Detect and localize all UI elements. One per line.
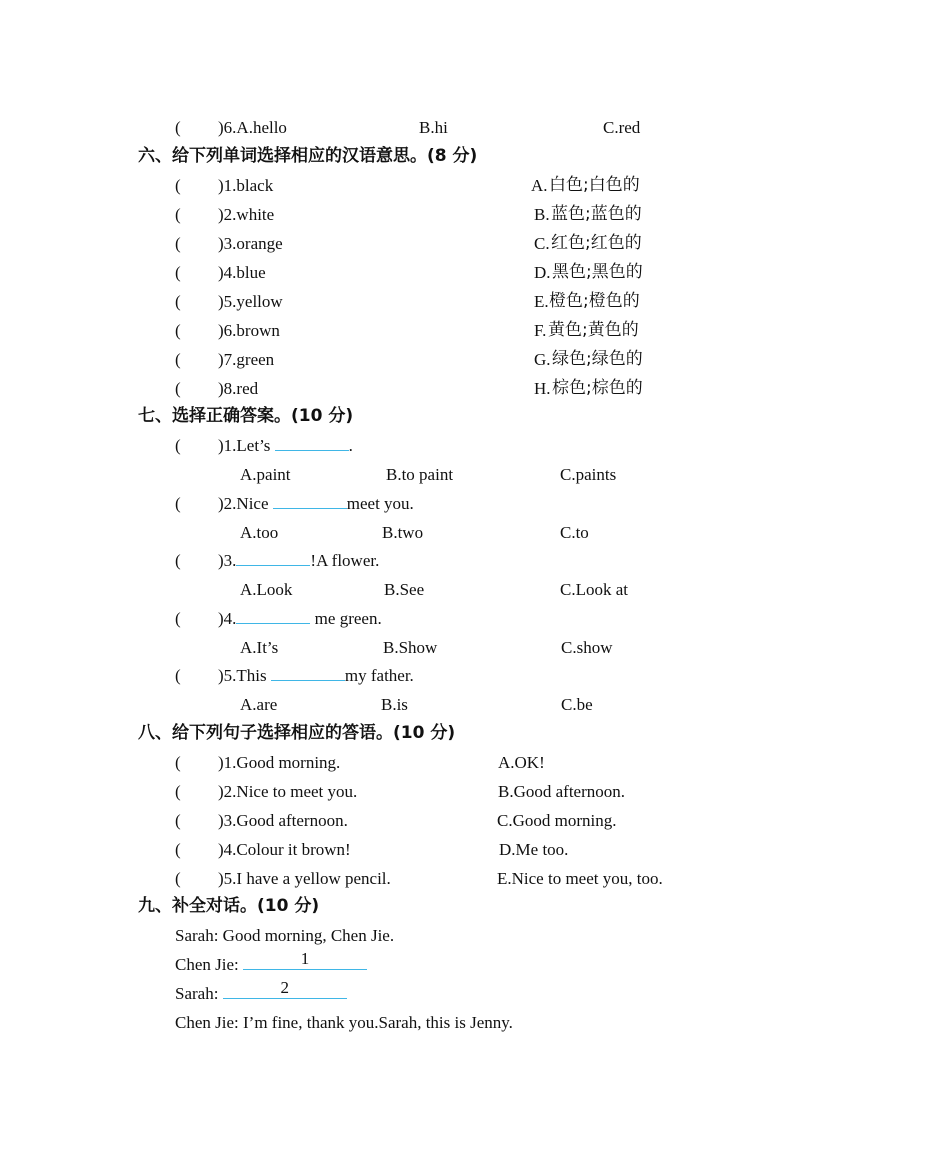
answer-paren: ( [175, 379, 181, 398]
dialogue-blank-2[interactable] [223, 980, 347, 999]
option-b: B.See [384, 580, 425, 599]
answer-paren: ( [175, 494, 181, 513]
dialogue-line [0, 921, 950, 950]
answer-blank[interactable] [236, 605, 310, 624]
option-c: C.show [561, 638, 613, 657]
option-b: B.to paint [386, 465, 454, 484]
answer-paren: ( [175, 234, 181, 253]
answer-paren: ( [175, 782, 181, 801]
question-text [218, 431, 353, 460]
options-row [0, 575, 950, 604]
response-option: E.Nice to meet you, too. [497, 869, 663, 888]
response-option: D.Me too. [499, 840, 569, 859]
answer-paren: ( [175, 205, 181, 224]
question-suffix: meet you. [346, 494, 414, 513]
answer-blank[interactable] [271, 662, 345, 681]
word-text: )8.red [218, 379, 259, 398]
matching-row [0, 316, 950, 345]
dialogue-text: Chen Jie: I’m fine, thank you.Sarah, this is Jenny. [175, 1013, 513, 1032]
question-suffix: !A flower. [310, 551, 380, 570]
word-text: )3.orange [218, 234, 283, 253]
option-c: C.to [560, 523, 589, 542]
answer-blank[interactable] [275, 432, 349, 451]
matching-row [0, 806, 950, 835]
question-prefix: )1.Let’s [218, 436, 275, 455]
option-b: B.hi [419, 118, 448, 137]
option-meaning: 橙色;橙色的 [549, 291, 640, 311]
option-letter: F. [534, 321, 547, 340]
section-seven-heading [0, 402, 950, 431]
answer-paren: ( [175, 551, 181, 570]
option-letter: G. [534, 350, 551, 369]
option-a: A.It’s [240, 638, 279, 657]
option-meaning: 黄色;黄色的 [548, 320, 639, 340]
answer-paren: ( [175, 263, 181, 282]
matching-row [0, 777, 950, 806]
option-a: A.paint [240, 465, 291, 484]
matching-row [0, 287, 950, 316]
question-text [218, 546, 379, 575]
section-heading-text: 九、补全对话。(10 分) [138, 896, 320, 916]
answer-paren: ( [175, 811, 181, 830]
option-letter: A. [531, 176, 548, 195]
options-row [0, 460, 950, 489]
answer-paren: ( [175, 350, 181, 369]
option-c: C.paints [560, 465, 617, 484]
speaker-label: Sarah: [175, 984, 223, 1003]
matching-row [0, 864, 950, 893]
response-option: B.Good afternoon. [498, 782, 626, 801]
question-row [0, 489, 950, 518]
question-text [218, 661, 414, 690]
question-prefix: )4. [218, 609, 237, 628]
matching-row [0, 171, 950, 200]
section-heading-text: 七、选择正确答案。(10 分) [138, 406, 354, 426]
answer-blank[interactable] [273, 490, 347, 509]
word-text: )2.white [218, 205, 275, 224]
answer-paren: ( [175, 176, 181, 195]
options-row [0, 633, 950, 662]
question-prefix: )2.Nice [218, 494, 273, 513]
answer-paren: ( [175, 609, 181, 628]
section-six-heading [0, 142, 950, 171]
option-letter: B. [534, 205, 550, 224]
question-prefix: )3. [218, 551, 237, 570]
answer-paren: ( [175, 436, 181, 455]
answer-paren: ( [175, 321, 181, 340]
dialogue-line [0, 950, 950, 979]
matching-row [0, 229, 950, 258]
answer-paren: ( [175, 666, 181, 685]
word-text: )7.green [218, 350, 275, 369]
blank-number: 2 [280, 978, 289, 997]
answer-paren: ( [175, 753, 181, 772]
question-text: )6.A.hello [218, 118, 287, 137]
sentence-text: )5.I have a yellow pencil. [218, 869, 391, 888]
question-row [0, 113, 950, 142]
question-row [0, 546, 950, 575]
section-nine-heading [0, 892, 950, 921]
sentence-text: )4.Colour it brown! [218, 840, 351, 859]
response-option: A.OK! [498, 753, 545, 772]
section-heading-text: 六、给下列单词选择相应的汉语意思。(8 分) [138, 146, 478, 166]
dialogue-text: Sarah: Good morning, Chen Jie. [175, 926, 395, 945]
dialogue-blank-1[interactable] [243, 951, 367, 970]
option-letter: E. [534, 292, 549, 311]
option-b: B.is [381, 695, 408, 714]
matching-row [0, 835, 950, 864]
section-eight-heading [0, 719, 950, 748]
option-meaning: 红色;红色的 [551, 233, 642, 253]
sentence-text: )1.Good morning. [218, 753, 341, 772]
response-option: C.Good morning. [497, 811, 617, 830]
option-letter: C. [534, 234, 550, 253]
question-text [218, 489, 414, 518]
question-row [0, 604, 950, 633]
section-heading-text: 八、给下列句子选择相应的答语。(10 分) [138, 723, 456, 743]
answer-paren: ( [175, 118, 181, 137]
question-suffix: . [348, 436, 353, 455]
answer-blank[interactable] [236, 547, 310, 566]
word-text: )1.black [218, 176, 274, 195]
dialogue-line [0, 979, 950, 1008]
dialogue-line [0, 1008, 950, 1037]
question-prefix: )5.This [218, 666, 271, 685]
option-c: C.Look at [560, 580, 628, 599]
option-c: C.be [561, 695, 593, 714]
matching-row [0, 258, 950, 287]
option-a: A.are [240, 695, 278, 714]
option-meaning: 蓝色;蓝色的 [551, 204, 642, 224]
option-c: C.red [603, 118, 641, 137]
answer-paren: ( [175, 840, 181, 859]
question-suffix: me green. [310, 609, 382, 628]
matching-row [0, 345, 950, 374]
option-meaning: 白色;白色的 [549, 175, 640, 195]
option-meaning: 棕色;棕色的 [552, 378, 643, 398]
question-row [0, 431, 950, 460]
blank-number: 1 [300, 949, 310, 968]
option-letter: D. [534, 263, 551, 282]
options-row [0, 690, 950, 719]
option-b: B.two [382, 523, 424, 542]
word-text: )4.blue [218, 263, 266, 282]
question-text [218, 604, 382, 633]
question-suffix: my father. [344, 666, 414, 685]
option-meaning: 绿色;绿色的 [552, 349, 643, 369]
option-meaning: 黑色;黑色的 [552, 262, 643, 282]
question-row [0, 661, 950, 690]
option-b: B.Show [383, 638, 438, 657]
option-a: A.too [240, 523, 279, 542]
option-letter: H. [534, 379, 551, 398]
matching-row [0, 748, 950, 777]
options-row [0, 518, 950, 547]
matching-row [0, 374, 950, 403]
dialogue-text [175, 979, 347, 1008]
option-a: A.Look [240, 580, 293, 599]
sentence-text: )3.Good afternoon. [218, 811, 348, 830]
word-text: )5.yellow [218, 292, 283, 311]
matching-row [0, 200, 950, 229]
answer-paren: ( [175, 869, 181, 888]
speaker-label: Chen Jie: [175, 955, 243, 974]
sentence-text: )2.Nice to meet you. [218, 782, 358, 801]
word-text: )6.brown [218, 321, 280, 340]
answer-paren: ( [175, 292, 181, 311]
